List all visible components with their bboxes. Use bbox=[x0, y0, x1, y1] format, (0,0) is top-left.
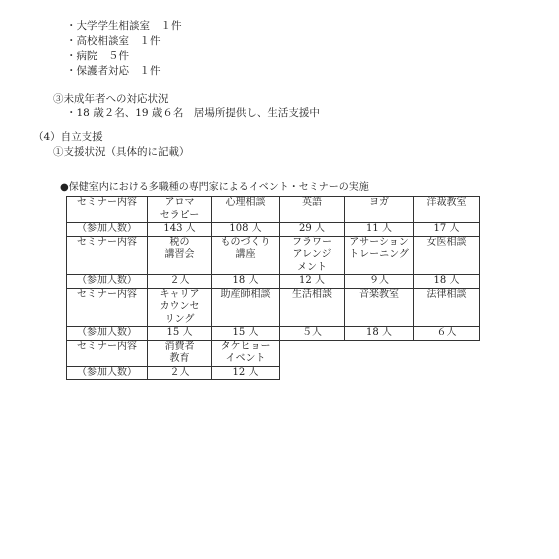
minors-heading: ③未成年者への対応状況 bbox=[53, 93, 169, 105]
participant-count-cell: 12 人 bbox=[280, 275, 345, 289]
participant-count-cell: 29 人 bbox=[280, 223, 345, 237]
seminar-name-cell bbox=[148, 197, 212, 223]
table-title: ●保健室内における多職種の専門家によるイベント・セミナーの実施 bbox=[60, 182, 369, 193]
participant-count-cell: ９人 bbox=[345, 275, 414, 289]
seminar-name-cell bbox=[212, 197, 280, 223]
participant-count-cell: 18 人 bbox=[212, 275, 280, 289]
seminar-name-line: 女医相談 bbox=[426, 236, 467, 248]
seminar-header-cell: セミナー内容 bbox=[67, 288, 148, 327]
list-item-university: ・大学学生相談室 １件 bbox=[66, 20, 182, 32]
seminar-name-cell bbox=[280, 236, 345, 275]
seminar-table bbox=[66, 196, 480, 380]
empty-cell bbox=[280, 340, 345, 366]
seminar-name-line: 消費者 bbox=[164, 340, 195, 352]
seminar-name-cell bbox=[345, 236, 414, 275]
seminar-name-cell bbox=[345, 288, 414, 327]
seminar-name-line: ものづくり bbox=[220, 236, 271, 248]
minors-detail: ・18 歳２名、19 歳６名 居場所提供し、生活支援中 bbox=[66, 107, 320, 119]
participant-header-cell: （参加人数） bbox=[67, 366, 148, 380]
seminar-name-cell bbox=[414, 236, 480, 275]
participant-count-cell: 12 人 bbox=[212, 366, 280, 380]
seminar-name-line: リング bbox=[164, 313, 195, 325]
seminar-name-cell bbox=[212, 340, 280, 366]
participant-count-cell: 15 人 bbox=[212, 327, 280, 341]
seminar-name-cell bbox=[345, 197, 414, 223]
list-item-highschool: ・高校相談室 １件 bbox=[66, 35, 161, 47]
seminar-name-cell bbox=[280, 288, 345, 327]
seminar-name-line: アレンジ bbox=[292, 249, 332, 260]
seminar-name-line: ヨガ bbox=[369, 197, 389, 208]
participant-count-cell: 11 人 bbox=[345, 223, 414, 237]
seminar-name-row bbox=[67, 236, 480, 275]
seminar-name-line: タケヒョー bbox=[220, 340, 271, 352]
participant-header-cell: （参加人数） bbox=[67, 223, 148, 237]
participant-count-cell: 15 人 bbox=[148, 327, 212, 341]
participant-count-cell: 143 人 bbox=[148, 223, 212, 237]
seminar-header-cell: セミナー内容 bbox=[67, 236, 148, 275]
seminar-name-line: セラピー bbox=[159, 209, 200, 221]
participant-count-cell: 17 人 bbox=[414, 223, 480, 237]
participant-count-cell: ２人 bbox=[148, 366, 212, 380]
participant-header-cell: （参加人数） bbox=[67, 275, 148, 289]
seminar-name-line: フラワー bbox=[292, 236, 332, 248]
section-4-subheading: ①支援状況（具体的に記載） bbox=[53, 146, 190, 158]
empty-cell bbox=[414, 366, 480, 380]
empty-cell bbox=[414, 340, 480, 366]
seminar-name-line: 英語 bbox=[302, 197, 322, 208]
seminar-name-line: 助産師相談 bbox=[220, 288, 271, 300]
seminar-name-cell bbox=[280, 197, 345, 223]
section-4-heading: （4）自立支援 bbox=[33, 131, 103, 143]
seminar-name-cell bbox=[414, 197, 480, 223]
participant-count-cell: ２人 bbox=[148, 275, 212, 289]
list-item-hospital: ・病院 ５件 bbox=[66, 50, 129, 62]
empty-cell bbox=[280, 366, 345, 380]
seminar-name-cell bbox=[414, 288, 480, 327]
seminar-count-row bbox=[67, 327, 480, 341]
seminar-name-line: 税の bbox=[169, 236, 190, 248]
participant-count-cell: ５人 bbox=[280, 327, 345, 341]
seminar-name-line: 法律相談 bbox=[426, 288, 467, 300]
seminar-header-cell: セミナー内容 bbox=[67, 197, 148, 223]
seminar-name-cell bbox=[148, 288, 212, 327]
seminar-name-cell bbox=[212, 288, 280, 327]
seminar-name-row bbox=[67, 197, 480, 223]
seminar-name-line: アロマ bbox=[164, 197, 195, 208]
seminar-count-row bbox=[67, 366, 480, 380]
seminar-name-line: キャリア bbox=[159, 288, 200, 300]
seminar-name-line: アサーション bbox=[349, 236, 409, 248]
participant-count-cell: 18 人 bbox=[414, 275, 480, 289]
empty-cell bbox=[345, 340, 414, 366]
seminar-name-line: 音楽教室 bbox=[359, 288, 399, 300]
seminar-name-row bbox=[67, 288, 480, 327]
participant-count-cell: 18 人 bbox=[345, 327, 414, 341]
seminar-name-line: 講座 bbox=[235, 249, 256, 260]
participant-header-cell: （参加人数） bbox=[67, 327, 148, 341]
seminar-name-line: トレーニング bbox=[349, 249, 409, 260]
seminar-header-cell: セミナー内容 bbox=[67, 340, 148, 366]
seminar-count-row bbox=[67, 275, 480, 289]
seminar-name-line: カウンセ bbox=[159, 301, 200, 312]
seminar-name-line: 教育 bbox=[169, 353, 190, 364]
seminar-count-row bbox=[67, 223, 480, 237]
seminar-name-line: メント bbox=[297, 261, 327, 273]
participant-count-cell: ６人 bbox=[414, 327, 480, 341]
seminar-name-cell bbox=[148, 236, 212, 275]
seminar-name-cell bbox=[148, 340, 212, 366]
seminar-name-row bbox=[67, 340, 480, 366]
seminar-name-line: 講習会 bbox=[164, 249, 195, 260]
seminar-name-line: イベント bbox=[225, 353, 266, 364]
participant-count-cell: 108 人 bbox=[212, 223, 280, 237]
empty-cell bbox=[345, 366, 414, 380]
seminar-name-cell bbox=[212, 236, 280, 275]
seminar-name-line: 洋裁教室 bbox=[426, 197, 467, 208]
list-item-guardian: ・保護者対応 １件 bbox=[66, 65, 161, 77]
seminar-name-line: 生活相談 bbox=[292, 288, 332, 300]
seminar-name-line: 心理相談 bbox=[225, 197, 266, 208]
